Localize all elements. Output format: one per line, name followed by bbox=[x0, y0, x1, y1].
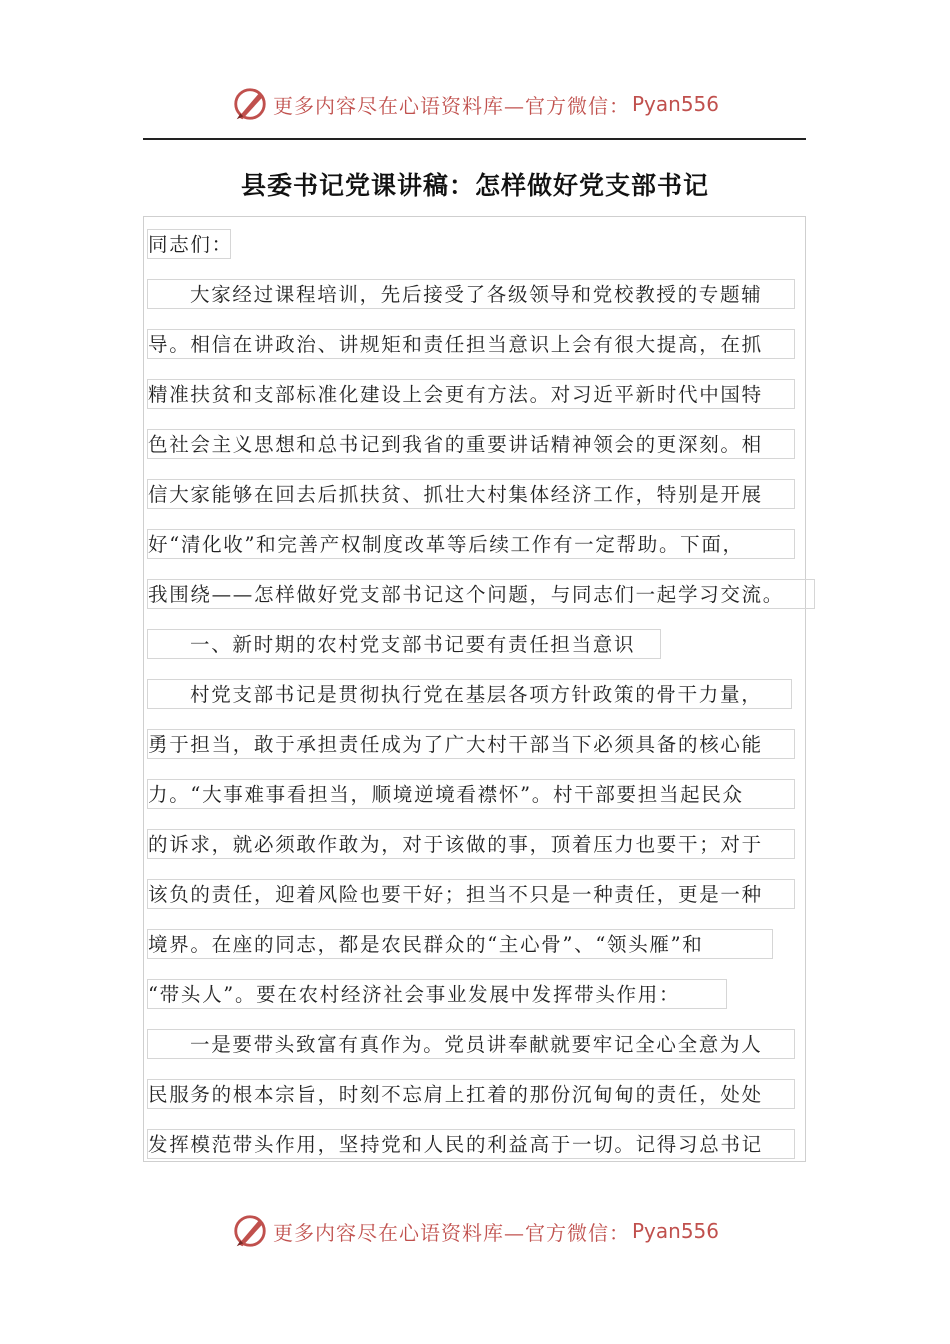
text-line: “带头人”。要在农村经济社会事业发展中发挥带头作用： bbox=[147, 979, 727, 1009]
text-line: 勇于担当，敢于承担责任成为了广大村干部当下必须具备的核心能 bbox=[147, 729, 795, 759]
text-line: 境界。在座的同志，都是农民群众的“主心骨”、“领头雁”和 bbox=[147, 929, 773, 959]
header-banner bbox=[0, 84, 950, 124]
pen-logo-icon bbox=[231, 85, 269, 123]
banner-wechat-id: Pyan556 bbox=[631, 1219, 719, 1243]
text-line: 力。“大事难事看担当，顺境逆境看襟怀”。村干部要担当起民众 bbox=[147, 779, 795, 809]
text-line: 好“清化收”和完善产权制度改革等后续工作有一定帮助。下面， bbox=[147, 529, 795, 559]
banner-text: 更多内容尽在心语资料库—官方微信： bbox=[272, 1220, 630, 1245]
text-line: 信大家能够在回去后抓扶贫、抓壮大村集体经济工作，特别是开展 bbox=[147, 479, 795, 509]
text-line: 色社会主义思想和总书记到我省的重要讲话精神领会的更深刻。相 bbox=[147, 429, 795, 459]
text-line: 民服务的根本宗旨，时刻不忘肩上扛着的那份沉甸甸的责任，处处 bbox=[147, 1079, 795, 1109]
pen-logo-icon bbox=[231, 1212, 269, 1250]
text-line: 村党支部书记是贯彻执行党在基层各项方针政策的骨干力量， bbox=[147, 679, 792, 709]
text-line: 我围绕——怎样做好党支部书记这个问题，与同志们一起学习交流。 bbox=[147, 579, 815, 609]
section-heading: 一、新时期的农村党支部书记要有责任担当意识 bbox=[147, 629, 661, 659]
text-line: 的诉求，就必须敢作敢为，对于该做的事，顶着压力也要干；对于 bbox=[147, 829, 795, 859]
text-line: 大家经过课程培训，先后接受了各级领导和党校教授的专题辅 bbox=[147, 279, 795, 309]
text-line: 该负的责任，迎着风险也要干好；担当不只是一种责任，更是一种 bbox=[147, 879, 795, 909]
banner-wechat-id: Pyan556 bbox=[631, 92, 719, 116]
footer-banner bbox=[0, 1211, 950, 1251]
header-divider bbox=[143, 138, 806, 140]
banner-text: 更多内容尽在心语资料库—官方微信： bbox=[272, 93, 630, 118]
text-line: 精准扶贫和支部标准化建设上会更有方法。对习近平新时代中国特 bbox=[147, 379, 795, 409]
text-line: 同志们： bbox=[147, 229, 231, 259]
text-line: 导。相信在讲政治、讲规矩和责任担当意识上会有很大提高，在抓 bbox=[147, 329, 795, 359]
text-line: 一是要带头致富有真作为。党员讲奉献就要牢记全心全意为人 bbox=[147, 1029, 795, 1059]
text-line: 发挥模范带头作用，坚持党和人民的利益高于一切。记得习总书记 bbox=[147, 1129, 795, 1159]
document-title: 县委书记党课讲稿：怎样做好党支部书记 bbox=[240, 171, 709, 200]
